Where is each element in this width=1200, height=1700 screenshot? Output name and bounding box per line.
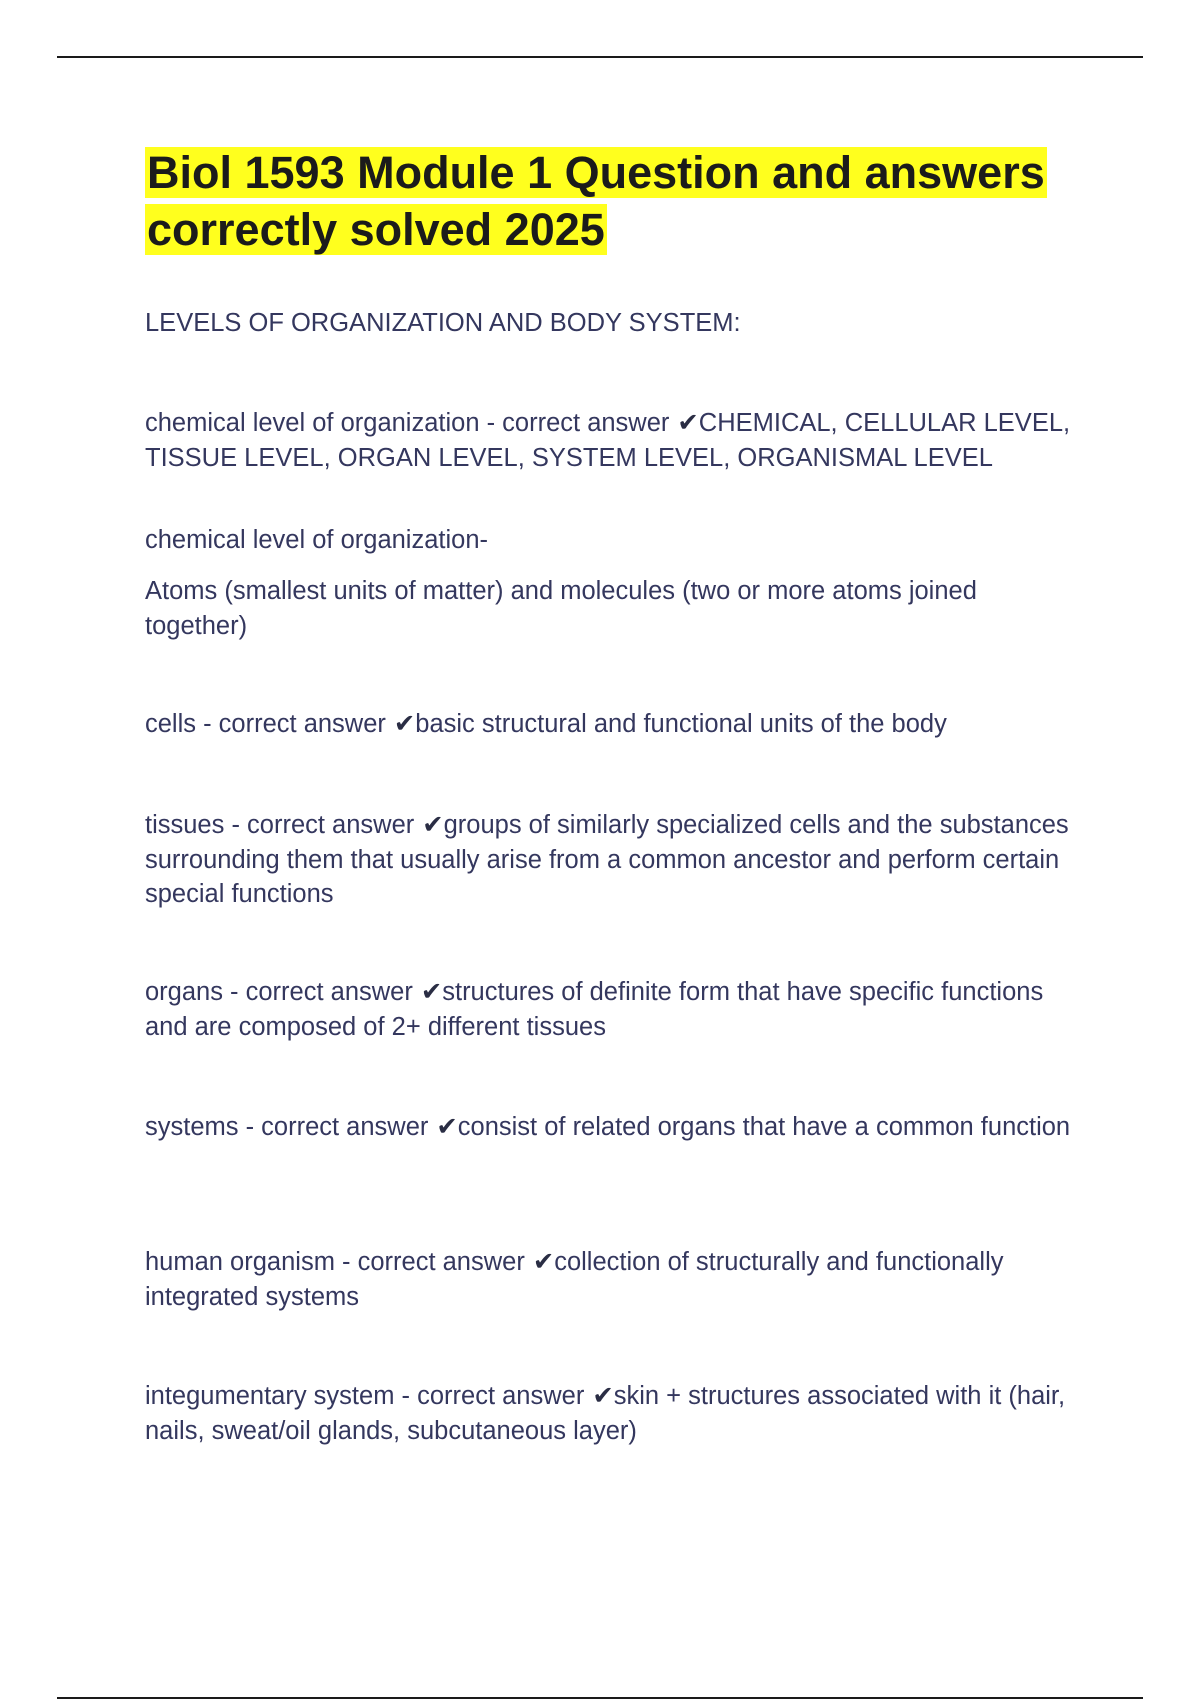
qa-answer: collection of structurally and functionally integrated systems [145,1248,1004,1311]
top-rule [57,56,1143,58]
qa-term: systems - correct answer [145,1113,429,1141]
qa-answer: structures of definite form that have specific functions and are composed of 2+ different tissues [145,978,1044,1041]
qa-term: integumentary system - correct answer [145,1382,585,1410]
note-text: Atoms (smallest units of matter) and molecules (two or more atoms joined together) [145,577,977,640]
qa-term: tissues - correct answer [145,811,415,839]
check-mark-icon: ✔ [677,409,699,437]
qa-term: human organism - correct answer [145,1248,525,1276]
qa-entry [145,975,1085,1044]
check-mark-icon: ✔ [422,811,444,839]
section-heading: LEVELS OF ORGANIZATION AND BODY SYSTEM: [145,309,741,337]
qa-term: organs - correct answer [145,978,413,1006]
qa-answer: consist of related organs that have a common function [457,1113,1071,1141]
check-mark-icon: ✔ [420,978,443,1006]
qa-answer: skin + structures associated with it (hair, nails, sweat/oil glands, subcutaneous layer) [145,1382,1066,1445]
qa-term: chemical level of organization - correct answer [145,409,670,437]
check-mark-icon: ✔ [532,1248,555,1276]
title-highlight: Biol 1593 Module 1 Question and answers correctly solved 2025 [147,147,1045,255]
qa-answer: basic structural and functional units of the body [415,710,947,738]
qa-entry [145,808,1085,912]
qa-answer: groups of similarly specialized cells and the substances surrounding them that usually arise from a common ancestor and perform certain special functions [145,811,1069,908]
qa-entry [145,406,1085,475]
qa-entry [145,1379,1085,1448]
qa-entry [145,1245,1085,1314]
document-title [145,144,1085,258]
check-mark-icon: ✔ [436,1113,458,1141]
bottom-rule [57,1697,1143,1699]
qa-term: cells - correct answer [145,710,386,738]
qa-entry [145,1110,1085,1145]
check-mark-icon: ✔ [592,1382,614,1410]
qa-answer: CHEMICAL, CELLULAR LEVEL, TISSUE LEVEL, ORGAN LEVEL, SYSTEM LEVEL, ORGANISMAL LEVEL [145,409,1071,472]
qa-entry [145,707,1085,742]
check-mark-icon: ✔ [393,710,416,738]
note-label: chemical level of organization- [145,526,489,554]
